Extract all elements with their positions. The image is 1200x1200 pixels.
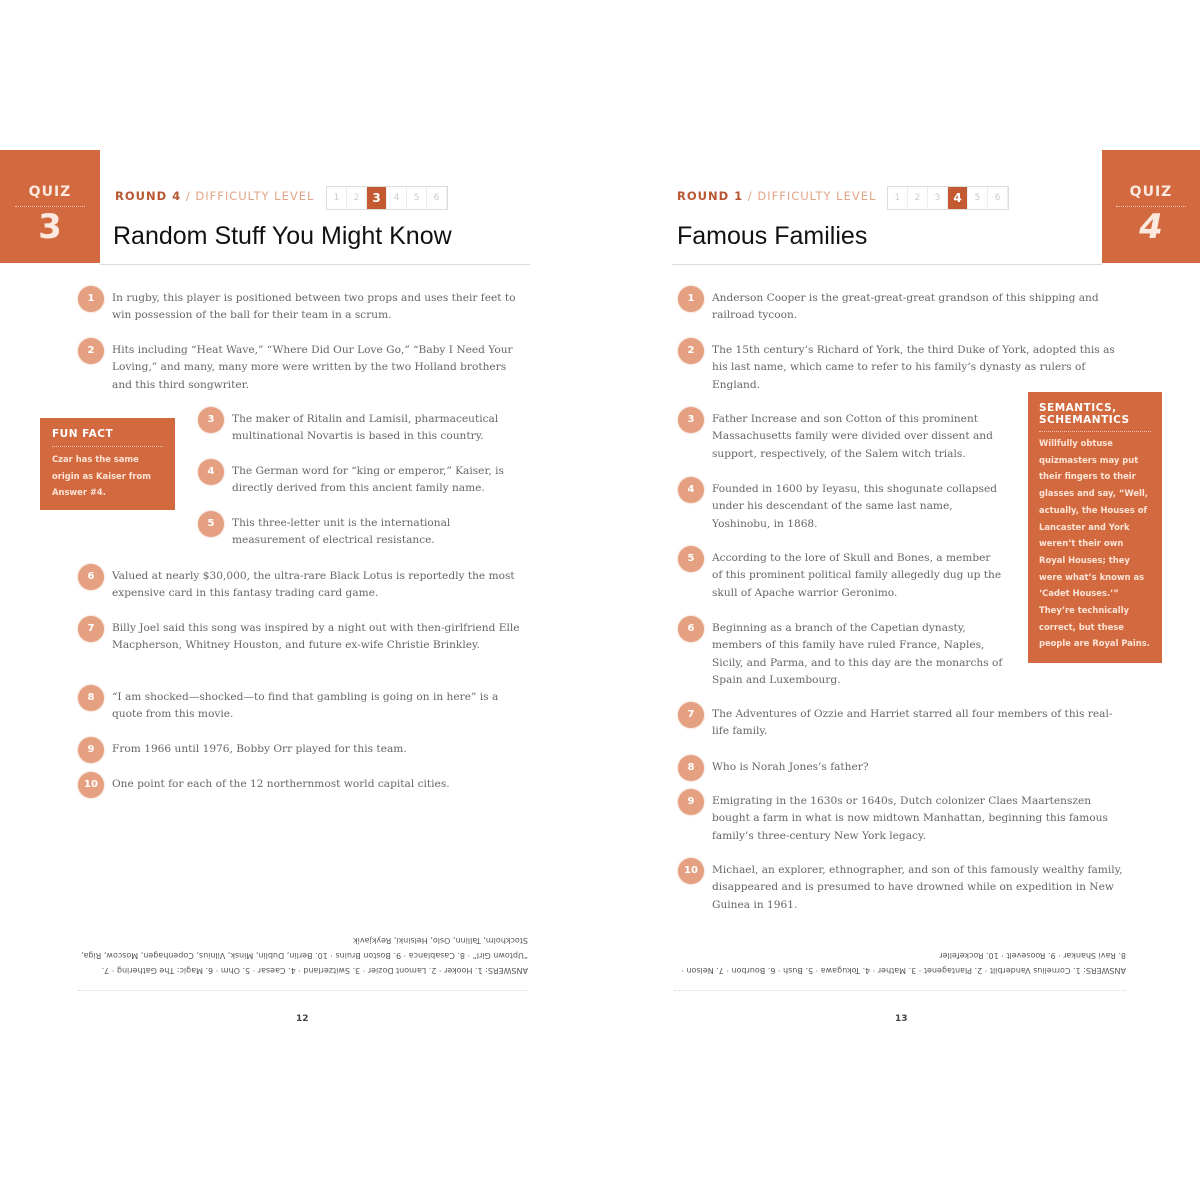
header-rule [672, 264, 1102, 265]
question-item [678, 342, 1124, 394]
difficulty-level-2: 2 [908, 187, 928, 209]
question-text: From 1966 until 1976, Bobby Orr played for this team. [112, 743, 407, 755]
round-number: ROUND 1 [677, 189, 744, 203]
question-number-badge: 5 [678, 546, 704, 572]
question-item [78, 568, 522, 603]
quiz-number: 4 [1139, 207, 1163, 247]
answers-upside-down: ANSWERS: 1. Hooker · 2. Lamont Dozier · 3. Switzerland · 4. Caesar · 5. Ohm · 6. Magic: The Gathering · 7. “Uptown Girl” · 8. Casablanca · 9. Boston Bruins · 10. Berlin, Dublin, Minsk, Vilnius, Copenhagen, Moscow, Riga, Stockholm, Tallinn, Oslo, Helsinki, Reykjavík [80, 936, 528, 975]
question-item [78, 342, 522, 394]
question-item [678, 862, 1124, 914]
difficulty-level-6: 6 [988, 187, 1008, 209]
question-text: Michael, an explorer, ethnographer, and son of this famously wealthy family, disappeared and is presumed to have drowned while on expedition in New Guinea in 1961. [712, 864, 1123, 911]
question-number-badge: 9 [78, 737, 104, 763]
difficulty-level-3: 3 [367, 187, 387, 209]
question-item [678, 620, 1004, 689]
difficulty-level-5: 5 [407, 187, 427, 209]
question-number-badge: 7 [78, 616, 104, 642]
question-text: One point for each of the 12 northernmost world capital cities. [112, 778, 450, 790]
question-item [78, 290, 522, 325]
question-number-badge: 8 [678, 755, 704, 781]
sidebar-body: Willfully obtuse quizmasters may put their fingers to their glasses and say, “Well, actually, the Houses of Lancaster and York weren’t their own Royal Houses; they were what’s known as ‘Cadet Houses.’” They’re technically correct, but these people are Royal Pains. [1039, 438, 1150, 649]
question-item [678, 411, 1004, 463]
question-text: This three-letter unit is the international measurement of electrical resistance. [232, 517, 451, 547]
round-label [677, 189, 876, 203]
round-number: ROUND 4 [115, 189, 182, 203]
question-item [678, 290, 1124, 325]
quiz-badge [0, 150, 100, 263]
header-rule [100, 264, 530, 265]
question-number-badge: 3 [678, 407, 704, 433]
difficulty-level-2: 2 [347, 187, 367, 209]
question-number-badge: 8 [78, 685, 104, 711]
sidebar-heading: SEMANTICS, SCHEMANTICS [1039, 402, 1130, 426]
page-number: 12 [296, 1014, 309, 1024]
question-number-badge: 4 [198, 459, 224, 485]
question-item [678, 706, 1124, 741]
question-text: Valued at nearly $30,000, the ultra-rare Black Lotus is reportedly the most expensive card in this fantasy trading card game. [112, 570, 515, 600]
question-text: Anderson Cooper is the great-great-great grandson of this shipping and railroad tycoon. [712, 292, 1099, 322]
fun-fact-box [40, 418, 175, 510]
question-text: The maker of Ritalin and Lamisil, pharmaceutical multinational Novartis is based in this country. [232, 413, 499, 443]
question-item [198, 515, 522, 550]
difficulty-level-4: 4 [948, 187, 968, 209]
question-item [678, 793, 1124, 845]
difficulty-label: / DIFFICULTY LEVEL [747, 189, 877, 203]
question-text: Emigrating in the 1630s or 1640s, Dutch colonizer Claes Maartenszen bought a farm in what is now midtown Manhattan, beginning this famous family’s three-century New York legacy. [712, 795, 1108, 842]
difficulty-meter [887, 186, 1009, 210]
question-number-badge: 1 [78, 286, 104, 312]
difficulty-label: / DIFFICULTY LEVEL [185, 189, 315, 203]
question-text: Founded in 1600 by Ieyasu, this shogunate collapsed under his descendant of the same last name, Yoshinobu, in 1868. [712, 483, 998, 530]
answers-upside-down: ANSWERS: 1. Cornelius Vanderbilt · 2. Plantagenet · 3. Mather · 4. Tokugawa · 5. Bush · 6. Bourbon · 7. Nelson · 8. Ravi Shankar · 9. Roosevelt · 10. Rockefeller [681, 951, 1126, 975]
question-number-badge: 6 [78, 564, 104, 590]
footer-rule [78, 990, 528, 991]
difficulty-level-5: 5 [968, 187, 988, 209]
round-label [115, 189, 314, 203]
question-item [78, 689, 522, 724]
question-number-badge: 2 [678, 338, 704, 364]
difficulty-level-6: 6 [427, 187, 447, 209]
page-title: Random Stuff You Might Know [113, 222, 452, 250]
question-item [678, 550, 1004, 602]
question-number-badge: 9 [678, 789, 704, 815]
question-number-badge: 7 [678, 702, 704, 728]
question-item [78, 620, 522, 655]
question-text: Billy Joel said this song was inspired by a night out with then-girlfriend Elle Macpherson, Whitney Houston, and future ex-wife Christie Brinkley. [112, 622, 520, 652]
footer-rule [674, 990, 1126, 991]
question-number-badge: 5 [198, 511, 224, 537]
question-text: Who is Norah Jones’s father? [712, 761, 869, 773]
difficulty-level-1: 1 [888, 187, 908, 209]
question-number-badge: 4 [678, 477, 704, 503]
question-item [78, 741, 522, 763]
question-text: Hits including “Heat Wave,” “Where Did Our Love Go,” “Baby I Need Your Loving,” and many, many more were written by the two Holland brothers and this third songwriter. [112, 344, 513, 391]
question-number-badge: 10 [78, 772, 104, 798]
question-text: In rugby, this player is positioned between two props and uses their feet to win possession of the ball for their team in a scrum. [112, 292, 516, 322]
page-number: 13 [895, 1014, 908, 1024]
question-item [198, 411, 522, 446]
question-item [678, 759, 1124, 781]
question-number-badge: 1 [678, 286, 704, 312]
fun-fact-heading: FUN FACT [52, 428, 114, 440]
question-text: Father Increase and son Cotton of this prominent Massachusetts family were divided over dissent and support, respectively, of the Salem witch trials. [712, 413, 993, 460]
question-number-badge: 10 [678, 858, 704, 884]
question-text: The Adventures of Ozzie and Harriet starred all four members of this real-life family. [712, 708, 1113, 738]
question-number-badge: 6 [678, 616, 704, 642]
difficulty-level-3: 3 [928, 187, 948, 209]
question-text: Beginning as a branch of the Capetian dynasty, members of this family have ruled France, Naples, Sicily, and Parma, and to this day are the monarchs of Spain and Luxembourg. [712, 622, 1003, 686]
quiz-badge [1102, 150, 1200, 263]
question-item [678, 481, 1004, 533]
question-text: According to the lore of Skull and Bones, a member of this prominent political family allegedly dug up the skull of Apache warrior Geronimo. [712, 552, 1002, 599]
fun-fact-body: Czar has the same origin as Kaiser from Answer #4. [52, 454, 152, 498]
question-text: “I am shocked—shocked—to find that gambling is going on in here” is a quote from this movie. [112, 691, 499, 721]
quiz-label: QUIZ [1129, 184, 1173, 200]
question-text: The 15th century’s Richard of York, the third Duke of York, adopted this as his last name, which came to refer to his family’s dynasty as rulers of England. [712, 344, 1115, 391]
question-item [78, 776, 522, 798]
difficulty-level-4: 4 [387, 187, 407, 209]
difficulty-meter [326, 186, 448, 210]
question-number-badge: 2 [78, 338, 104, 364]
difficulty-level-1: 1 [327, 187, 347, 209]
question-text: The German word for “king or emperor,” Kaiser, is directly derived from this ancient family name. [232, 465, 504, 495]
sidebar-box [1028, 392, 1162, 663]
quiz-number: 3 [38, 207, 62, 247]
question-item [198, 463, 522, 498]
question-number-badge: 3 [198, 407, 224, 433]
page-title: Famous Families [677, 222, 868, 250]
quiz-label: QUIZ [28, 184, 72, 200]
